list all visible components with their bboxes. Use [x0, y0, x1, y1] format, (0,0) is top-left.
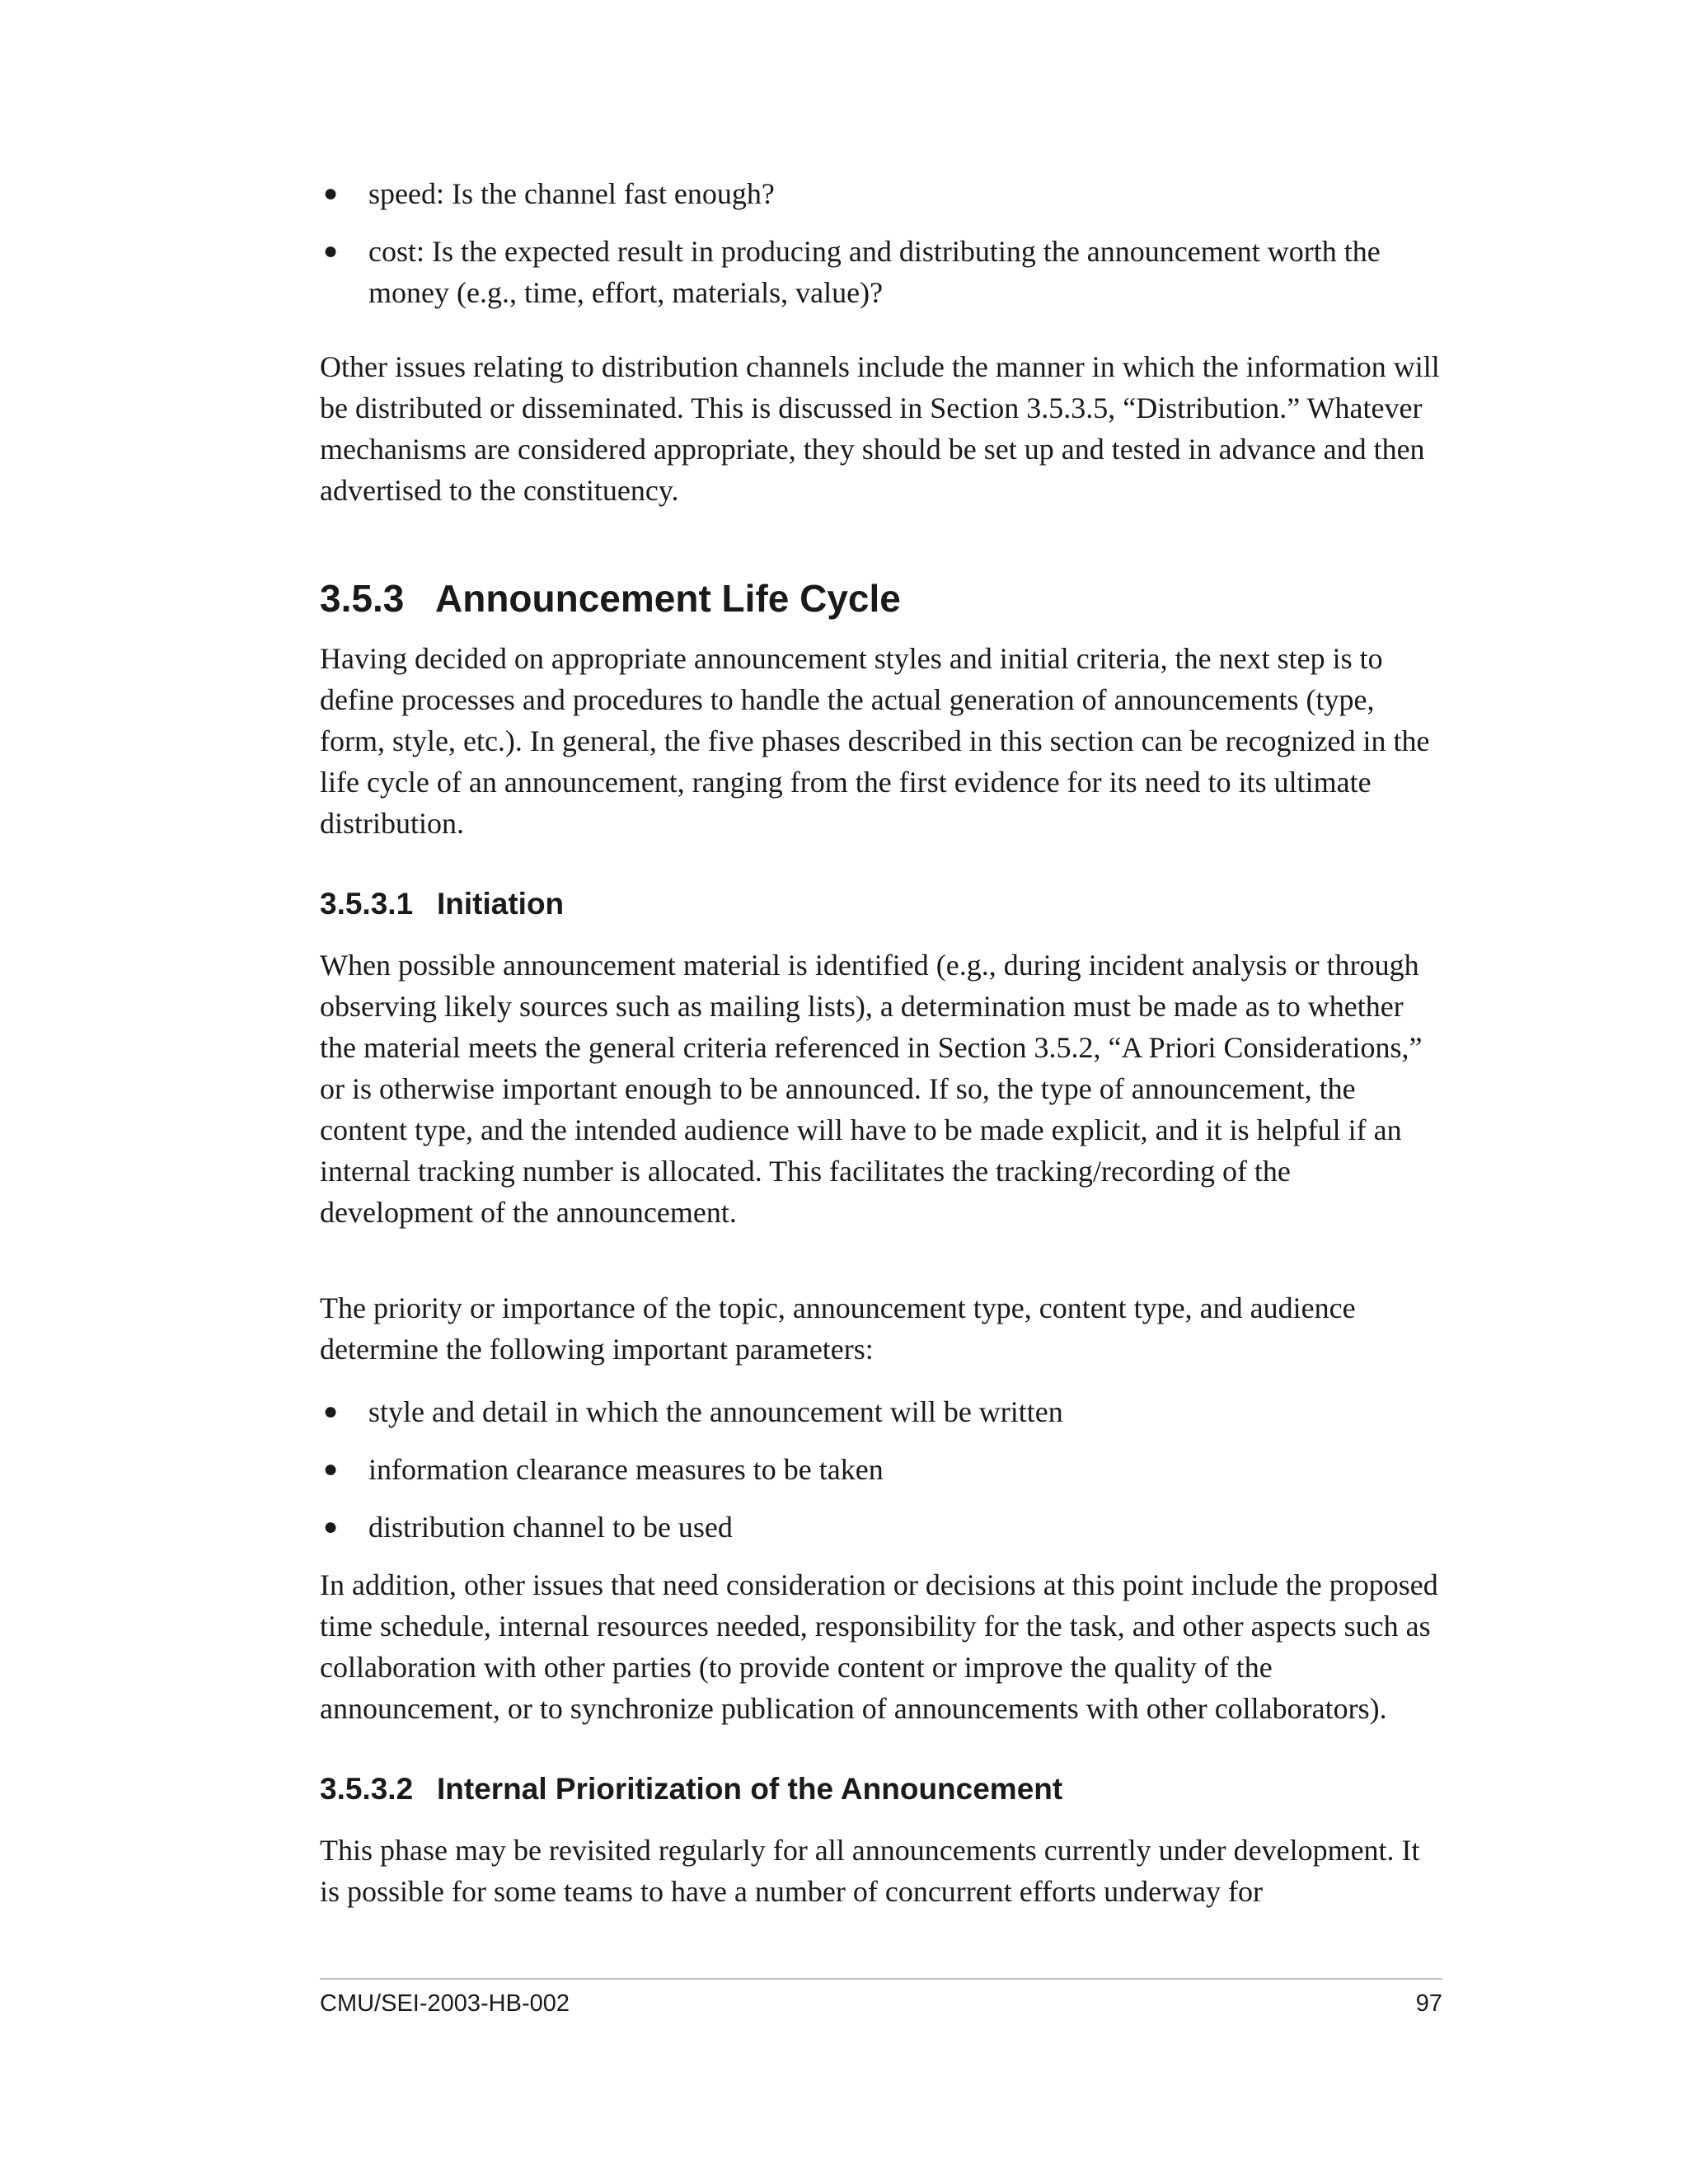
paragraph-life-cycle: Having decided on appropriate announcement styles and initial criteria, the next step is to define processes and procedures to handle the actual generation of announcements (type, form, style, etc.). In general, the five phases described in this section can be recognized in the life cycle of an announcement, ranging from the first evidence for its need to its ultimate distribution. [320, 642, 1430, 840]
section-number: 3.5.3.1 [320, 887, 414, 921]
paragraph-additional-issues: In addition, other issues that need consideration or decisions at this point include the proposed time schedule, internal resources needed, responsibility for the task, and other aspects such as collaboration with other parties (to provide content or improve the quality of the announcement, or to synchronize publication of announcements with other collaborators). [320, 1568, 1438, 1725]
bullet-list-channel-criteria [320, 173, 1442, 313]
paragraph-initiation: When possible announcement material is identified (e.g., during incident analysis or through observing likely sources such as mailing lists), a determination must be made as to whether the material meets the general criteria referenced in Section 3.5.2, “A Priori Considerations,” or is otherwise important enough to be announced. If so, the type of announcement, the content type, and the intended audience will have to be made explicit, and it is helpful if an internal tracking number is allocated. This facilitates the tracking/recording of the development of the announcement. [320, 949, 1423, 1229]
section-number: 3.5.3.2 [320, 1772, 414, 1806]
paragraph-distribution: Other issues relating to distribution channels include the manner in which the information will be distributed or disseminated. This is discussed in Section 3.5.3.5, “Distribution.” Whatever mechanisms are considered appropriate, they should be set up and tested in advance and then advertised to the constituency. [320, 350, 1440, 507]
page-number: 97 [1415, 1990, 1442, 2017]
bullet-icon: ● [323, 1455, 339, 1483]
list-item-text: information clearance measures to be taken [368, 1453, 884, 1486]
section-heading-3-5-3 [320, 575, 1442, 621]
footer-divider [320, 1978, 1442, 1980]
paragraph-prioritization: This phase may be revisited regularly for all announcements currently under development. It is possible for some teams to have a number of concurrent efforts underway for [320, 1834, 1420, 1908]
bullet-icon: ● [323, 237, 339, 265]
paragraph-priority: The priority or importance of the topic, announcement type, content type, and audience determine the following important parameters: [320, 1291, 1356, 1366]
list-item [320, 231, 1442, 313]
list-item-text: distribution channel to be used [368, 1511, 733, 1544]
list-item [320, 173, 1442, 214]
section-heading-3-5-3-1 [320, 885, 1442, 923]
bullet-icon: ● [323, 1398, 339, 1425]
document-id: CMU/SEI-2003-HB-002 [320, 1990, 570, 2017]
section-title: Internal Prioritization of the Announcement [437, 1772, 1063, 1806]
section-title: Announcement Life Cycle [435, 577, 901, 620]
section-heading-3-5-3-2 [320, 1770, 1442, 1808]
bullet-list-parameters [320, 1391, 1442, 1548]
list-item-text: style and detail in which the announcement will be written [368, 1395, 1063, 1428]
bullet-icon: ● [323, 180, 339, 207]
section-title: Initiation [437, 887, 565, 921]
list-item [320, 1449, 1442, 1490]
section-number: 3.5.3 [320, 577, 405, 620]
page-footer [320, 1987, 1442, 2020]
page-content [320, 173, 1442, 1912]
list-item-text: speed: Is the channel fast enough? [368, 177, 775, 210]
list-item [320, 1391, 1442, 1432]
list-item-text: cost: Is the expected result in producing and distributing the announcement worth the money (e.g., time, effort, materials, value)? [368, 235, 1381, 309]
bullet-icon: ● [323, 1513, 339, 1540]
list-item [320, 1507, 1442, 1548]
